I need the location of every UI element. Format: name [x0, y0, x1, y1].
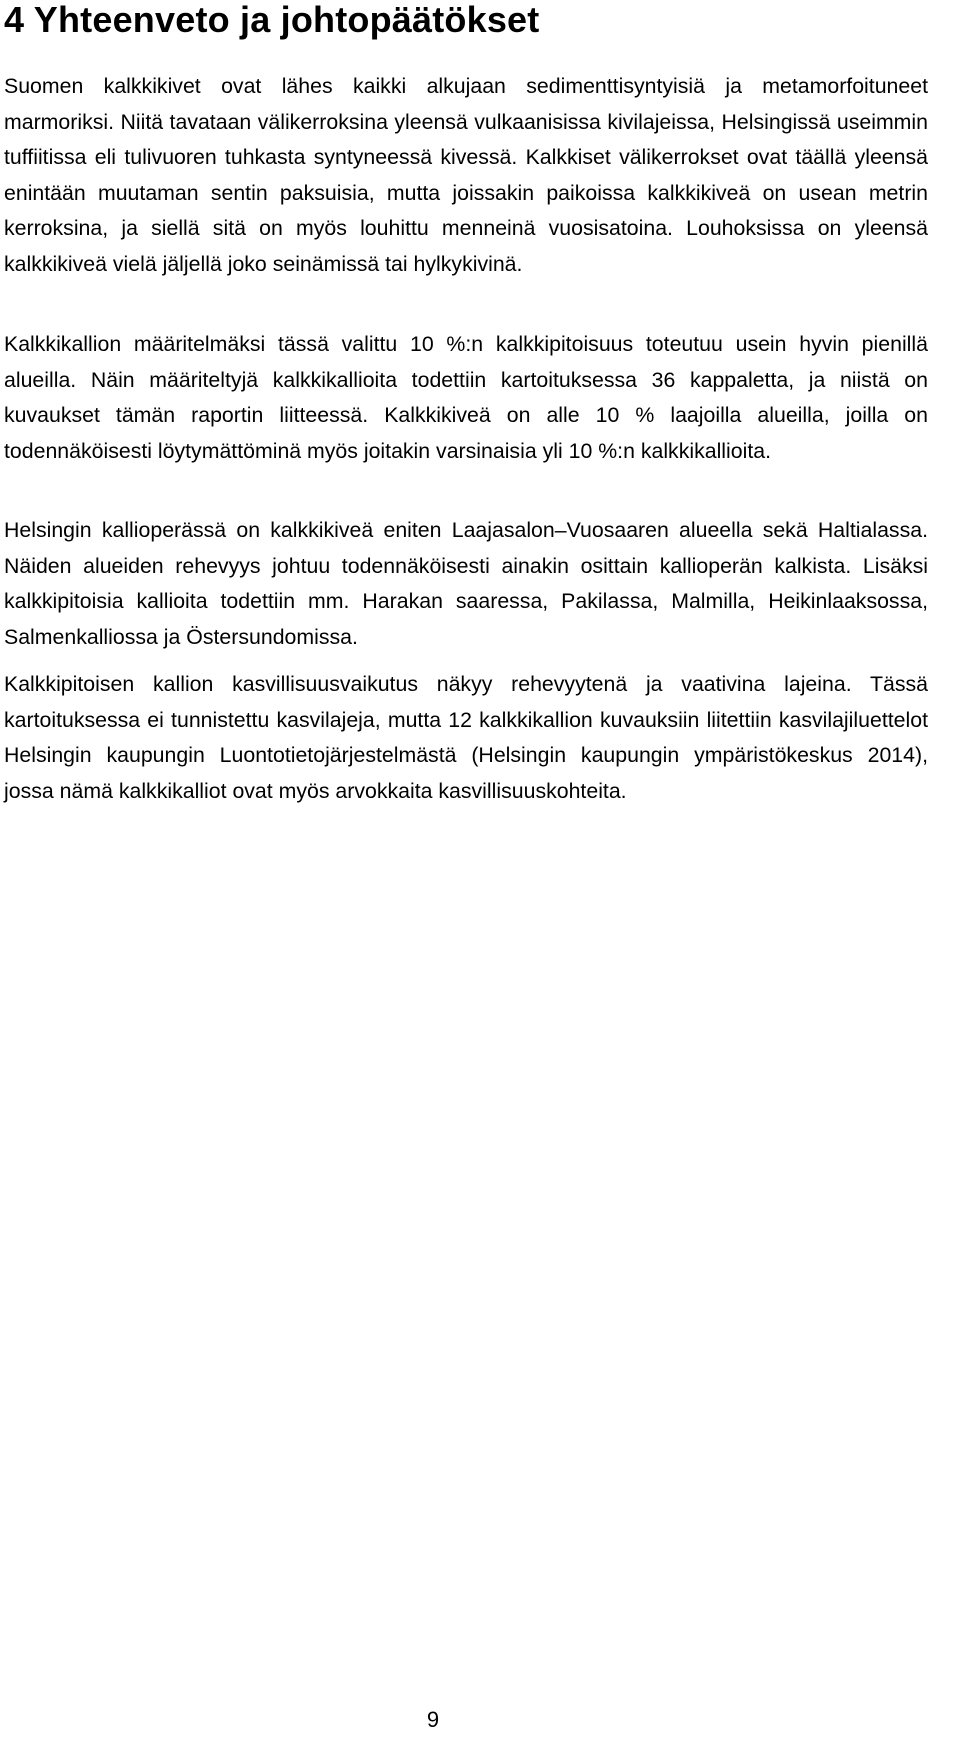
page-number: 9 [426, 1707, 440, 1732]
section-heading: 4 Yhteenveto ja johtopäätökset [4, 0, 540, 40]
paragraph-limestone-origin: Suomen kalkkikivet ovat lähes kaikki alkujaan sedimenttisyntyisiä ja metamorfoituneet marmoriksi. Niitä tavataan välikerroksina yleensä vulkaanisissa kivilajeissa, Helsingissä useimmin tuffiitissa eli tulivuoren tuhkasta syntyneessä kivessä. Kalkkiset välikerrokset ovat täällä yleensä enintään muutaman sentin paksuisia, mutta joissakin paikoissa kalkkikiveä on usean metrin kerroksina, ja siellä sitä on myös louhittu menneinä vuosisatoina. Louhoksissa on yleensä kalkkikiveä vielä jäljellä joko seinämissä tai hylkykivinä. [4, 74, 928, 276]
paragraph-vegetation-effect: Kalkkipitoisen kallion kasvillisuusvaikutus näkyy rehevyytenä ja vaativina lajeina. Tässä kartoituksessa ei tunnistettu kasvilajeja, mutta 12 kalkkikallion kuvauksiin liitettiin kasvilajiluettelot Helsingin kaupungin Luontotietojärjestelmästä (Helsingin kaupungin ympäristökeskus 2014), jossa nämä kalkkikalliot ovat myös arvokkaita kasvillisuuskohteita. [4, 672, 928, 803]
paragraph-limestone-definition: Kalkkikallion määritelmäksi tässä valittu 10 %:n kalkkipitoisuus toteutuu usein hyvin pienillä alueilla. Näin määriteltyjä kalkkikallioita todettiin kartoituksessa 36 kappaletta, ja niistä on kuvaukset tämän raportin liitteessä. Kalkkikiveä on alle 10 % laajoilla alueilla, joilla on todennäköisesti löytymättöminä myös joitakin varsinaisia yli 10 %:n kalkkikallioita. [4, 332, 928, 463]
paragraph-helsinki-locations: Helsingin kallioperässä on kalkkikiveä eniten Laajasalon–Vuosaaren alueella sekä Haltialassa. Näiden alueiden rehevyys johtuu todennäköisesti ainakin osittain kallioperän kalkista. Lisäksi kalkkipitoisia kallioita todettiin mm. Harakan saaressa, Pakilassa, Malmilla, Heikinlaaksossa, Salmenkalliossa ja Östersundomissa. [4, 518, 928, 649]
